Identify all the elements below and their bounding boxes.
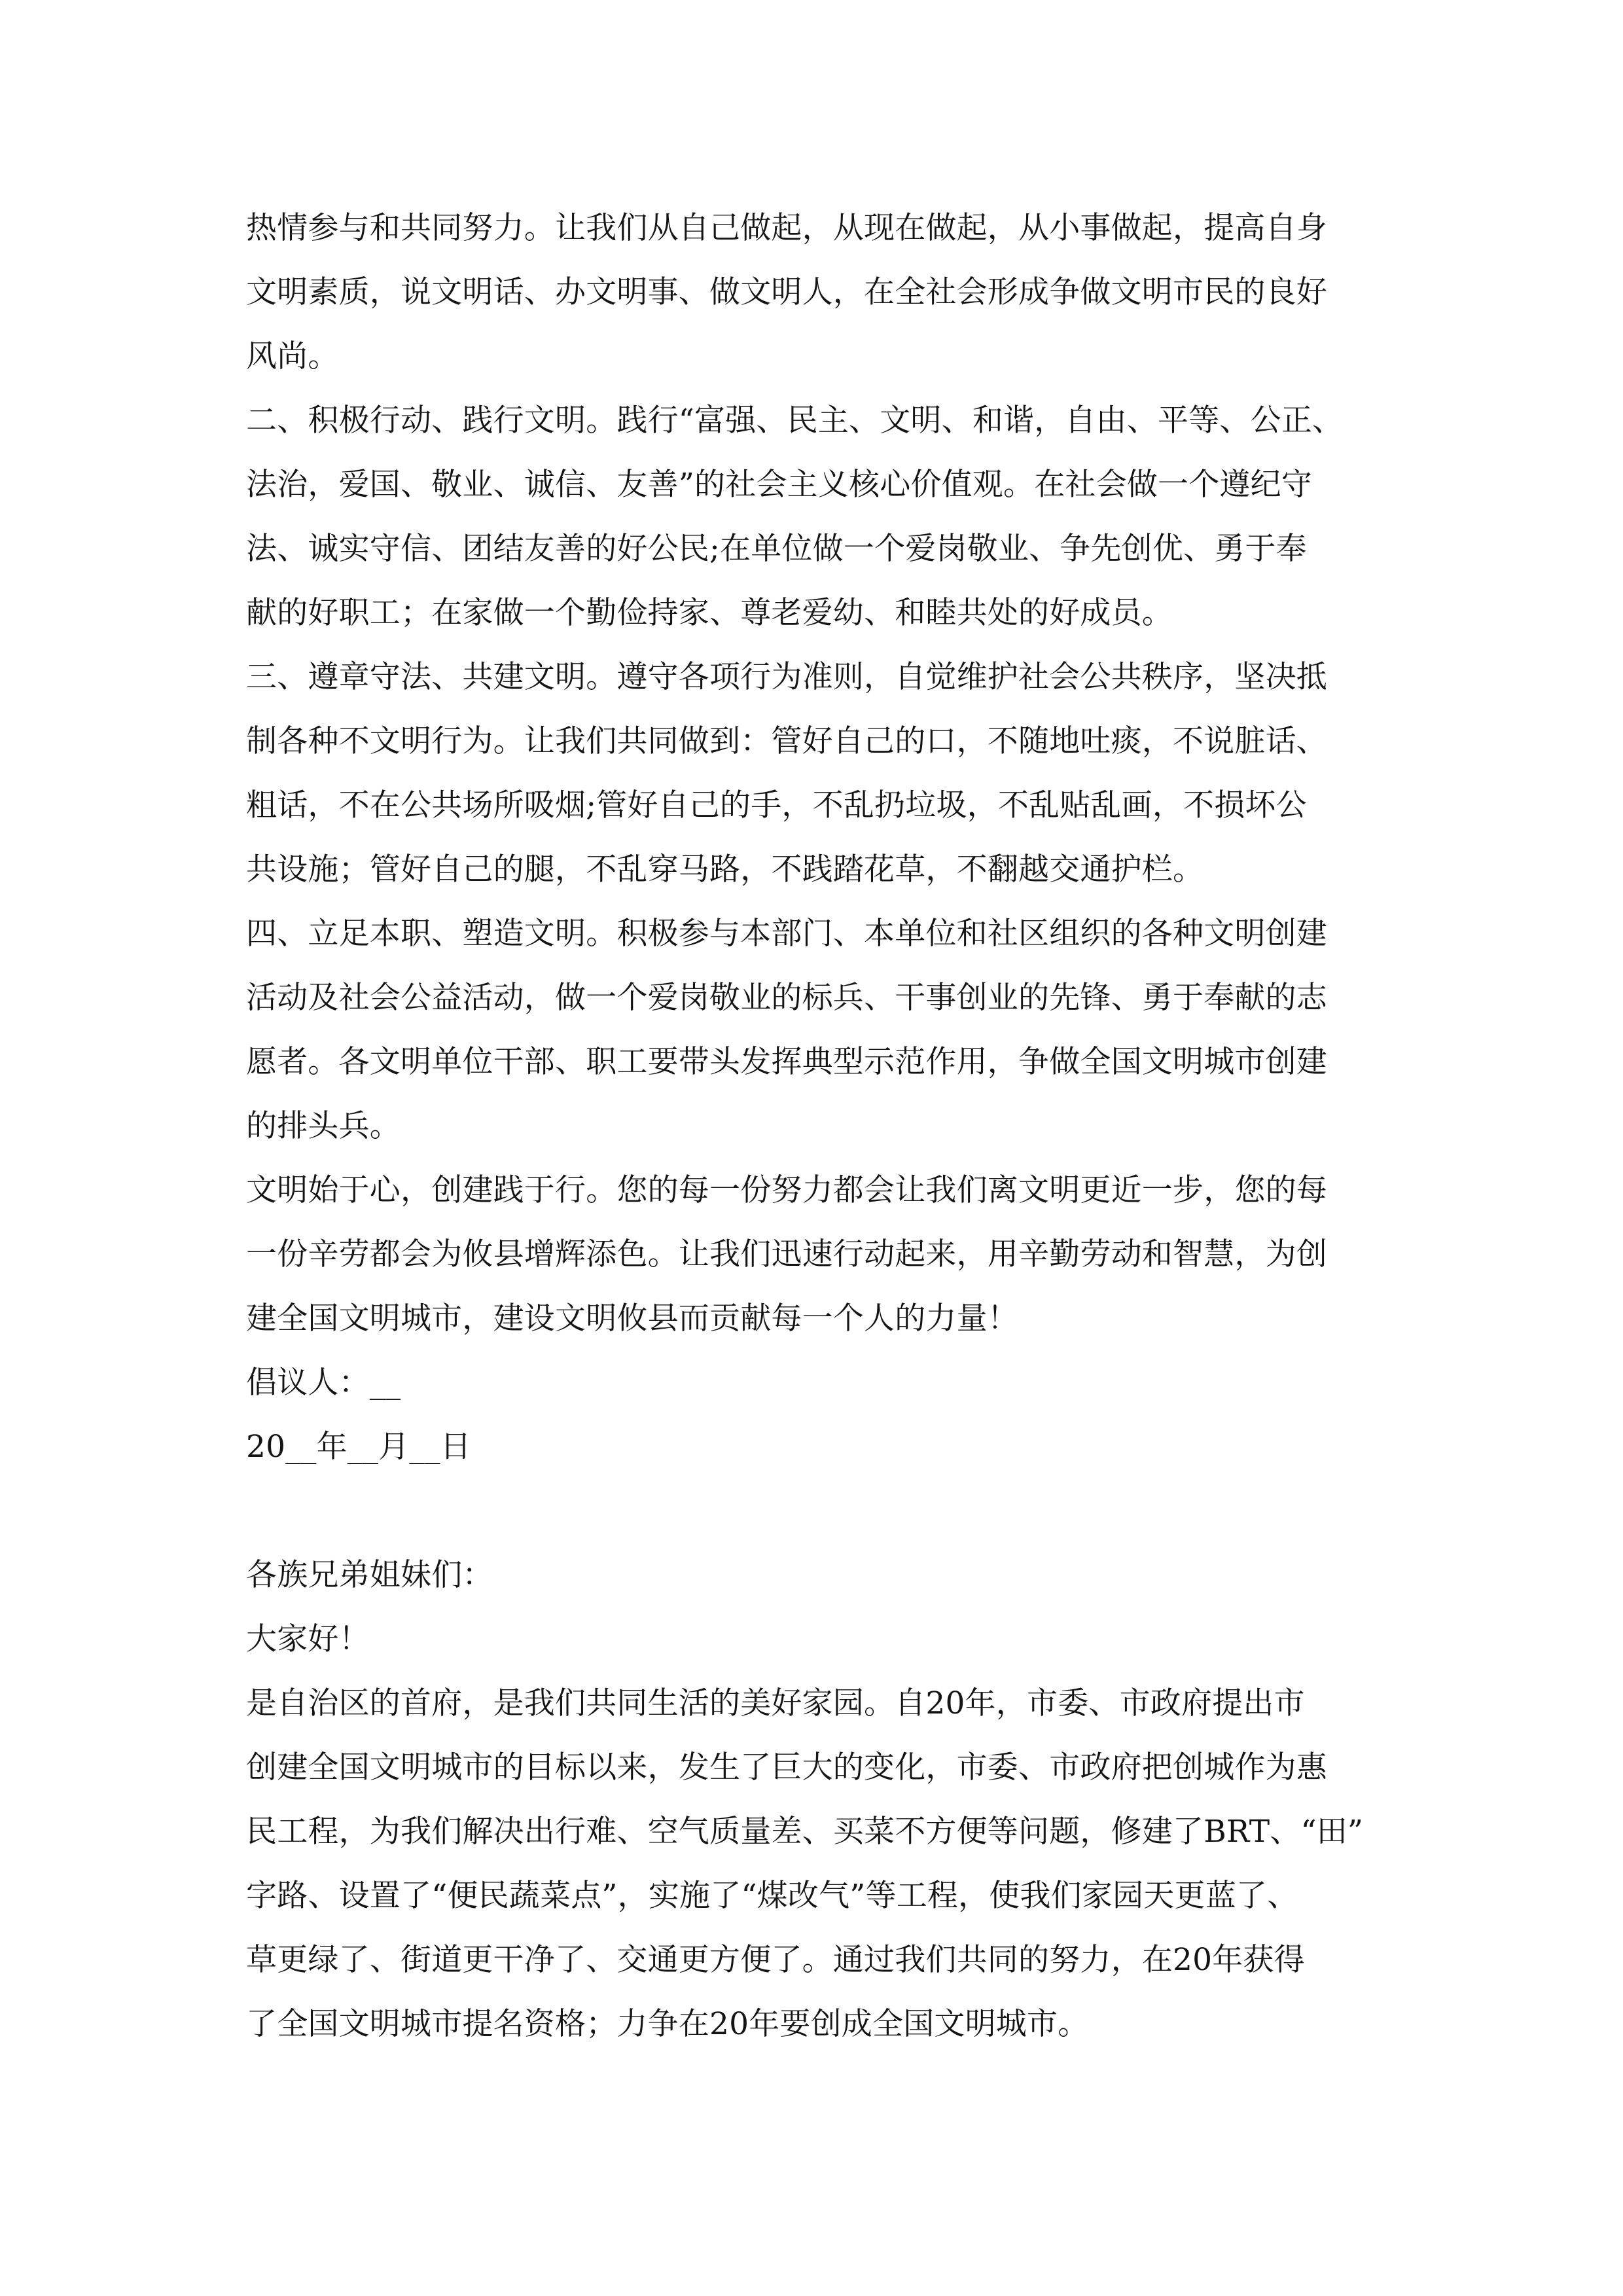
- text-line: 了全国文明城市提名资格；力争在20年要创成全国文明城市。: [246, 2006, 1089, 2042]
- text-line: 文明始于心，创建践于行。您的每一份努力都会让我们离文明更近一步，您的每: [246, 1172, 1327, 1208]
- text-line: 字路、设置了“便民蔬菜点”，实施了“煤改气”等工程，使我们家园天更蓝了、: [246, 1878, 1298, 1914]
- text-line: 三、遵章守法、共建文明。遵守各项行为准则，自觉维护社会公共秩序，坚决抵: [246, 659, 1327, 695]
- text-line: 文明素质，说文明话、办文明事、做文明人，在全社会形成争做文明市民的良好: [246, 274, 1327, 310]
- text-line: 共设施；管好自己的腿，不乱穿马路，不践踏花草，不翻越交通护栏。: [246, 852, 1204, 888]
- text-line: 风尚。: [246, 338, 339, 374]
- text-line: 愿者。各文明单位干部、职工要带头发挥典型示范作用，争做全国文明城市创建: [246, 1044, 1327, 1080]
- text-line: 制各种不文明行为。让我们共同做到：管好自己的口，不随地吐痰，不说脏话、: [246, 723, 1327, 759]
- salutation: 各族兄弟姐妹们：: [246, 1557, 493, 1593]
- text-line: 民工程，为我们解决出行难、空气质量差、买菜不方便等问题，修建了BRT、“田”: [246, 1814, 1364, 1850]
- text-line: 法治，爱国、敬业、诚信、友善”的社会主义核心价值观。在社会做一个遵纪守: [246, 467, 1313, 503]
- text-line: 四、立足本职、塑造文明。积极参与本部门、本单位和社区组织的各种文明创建: [246, 916, 1327, 952]
- text-line: 活动及社会公益活动，做一个爱岗敬业的标兵、干事创业的先锋、勇于奉献的志: [246, 980, 1327, 1016]
- text-line: 二、积极行动、践行文明。践行“富强、民主、文明、和谐，自由、平等、公正、: [246, 403, 1344, 439]
- date-line: 20__年__月__日: [246, 1429, 472, 1465]
- text-line: 建全国文明城市，建设文明攸县而贡献每一个人的力量！: [246, 1300, 1018, 1336]
- text-line: 献的好职工；在家做一个勤俭持家、尊老爱幼、和睦共处的好成员。: [246, 595, 1173, 631]
- signature-line: 倡议人：__: [246, 1365, 401, 1401]
- text-line: 的排头兵。: [246, 1108, 401, 1144]
- text-line: 热情参与和共同努力。让我们从自己做起，从现在做起，从小事做起，提高自身: [246, 210, 1327, 246]
- text-line: 法、诚实守信、团结友善的好公民;在单位做一个爱岗敬业、争先创优、勇于奉: [246, 531, 1307, 567]
- text-line: 一份辛劳都会为攸县增辉添色。让我们迅速行动起来，用辛勤劳动和智慧，为创: [246, 1236, 1327, 1272]
- text-line: 创建全国文明城市的目标以来，发生了巨大的变化，市委、市政府把创城作为惠: [246, 1749, 1327, 1785]
- paragraph-gap: [246, 1479, 1398, 1543]
- greeting: 大家好！: [246, 1621, 370, 1657]
- document-body: [246, 196, 1398, 2056]
- text-line: 是自治区的首府，是我们共同生活的美好家园。自20年，市委、市政府提出市: [246, 1685, 1305, 1721]
- text-line: 粗话，不在公共场所吸烟;管好自己的手，不乱扔垃圾，不乱贴乱画，不损坏公: [246, 787, 1307, 823]
- text-line: 草更绿了、街道更干净了、交通更方便了。通过我们共同的努力，在20年获得: [246, 1942, 1305, 1978]
